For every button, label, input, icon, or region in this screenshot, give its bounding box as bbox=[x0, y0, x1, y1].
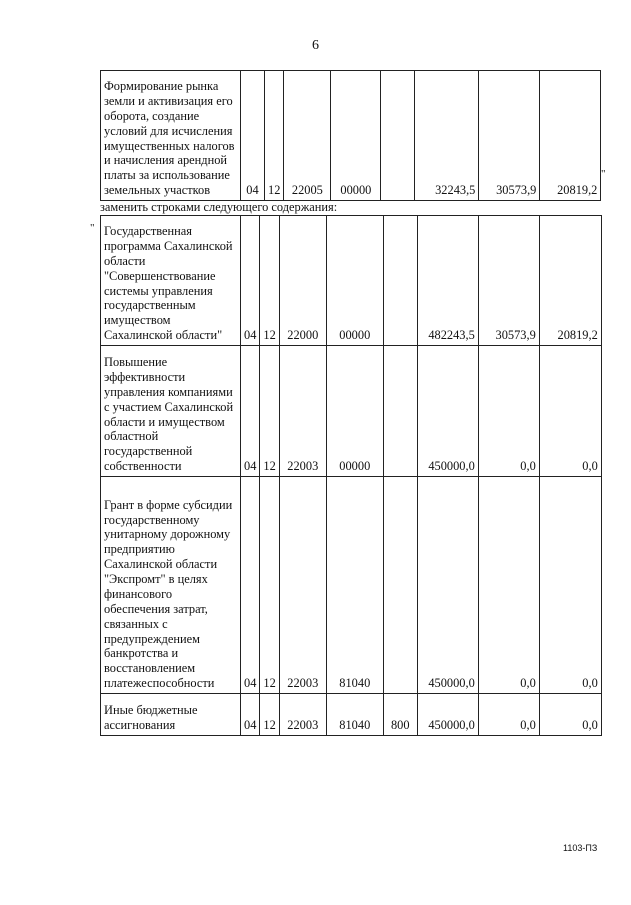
vr-cell bbox=[383, 346, 417, 477]
table-row bbox=[101, 477, 602, 694]
table-row bbox=[101, 346, 602, 477]
rz-cell: 04 bbox=[241, 346, 260, 477]
vr-cell bbox=[383, 216, 417, 346]
csr-direction-cell: 00000 bbox=[326, 216, 383, 346]
rz-cell: 04 bbox=[241, 477, 260, 694]
amount-year2: 30573,9 bbox=[478, 216, 539, 346]
row-name: Государственная программа Сахалинской области "Совершенствование системы управления государственным имуществом Сахалинской области" bbox=[101, 216, 241, 346]
vr-cell bbox=[383, 477, 417, 694]
row-name: Повышение эффективности управления компаниями с участием Сахалинской области и имуществом областной государственной собственности bbox=[101, 346, 241, 477]
amount-year1: 450000,0 bbox=[417, 694, 478, 736]
document-code: 1103-ПЗ bbox=[563, 843, 598, 853]
csr-program-cell: 22003 bbox=[279, 694, 326, 736]
rz-cell: 04 bbox=[241, 694, 260, 736]
vr-cell: 800 bbox=[383, 694, 417, 736]
rz-cell: 04 bbox=[241, 71, 265, 201]
opening-quote: " bbox=[90, 222, 95, 234]
table-row bbox=[101, 71, 601, 201]
amount-year2: 30573,9 bbox=[479, 71, 540, 201]
pr-cell: 12 bbox=[260, 477, 279, 694]
amount-year3: 0,0 bbox=[539, 477, 601, 694]
pr-cell: 12 bbox=[265, 71, 284, 201]
amount-year3: 20819,2 bbox=[540, 71, 601, 201]
row-name: Иные бюджетные ассигнования bbox=[101, 694, 241, 736]
replacement-rows-table bbox=[100, 215, 602, 736]
amount-year1: 450000,0 bbox=[417, 346, 478, 477]
original-rows-table bbox=[100, 70, 601, 201]
csr-direction-cell: 81040 bbox=[326, 477, 383, 694]
amount-year3: 0,0 bbox=[539, 694, 601, 736]
amount-year3: 20819,2 bbox=[539, 216, 601, 346]
page-number: 6 bbox=[312, 38, 319, 53]
row-name: Грант в форме субсидии государственному унитарному дорожному предприятию Сахалинской области "Экспромт" в целях финансового обеспечения затрат, связанных с предупреждением банкротства и восстановлением платежеспособности bbox=[101, 477, 241, 694]
vr-cell bbox=[381, 71, 415, 201]
pr-cell: 12 bbox=[260, 694, 279, 736]
amount-year2: 0,0 bbox=[478, 477, 539, 694]
csr-program-cell: 22003 bbox=[279, 346, 326, 477]
amount-year3: 0,0 bbox=[539, 346, 601, 477]
rz-cell: 04 bbox=[241, 216, 260, 346]
row-name: Формирование рынка земли и активизация его оборота, создание условий для исчисления имущественных налогов и начисления арендной платы за использование земельных участков bbox=[101, 71, 241, 201]
csr-program-cell: 22005 bbox=[284, 71, 331, 201]
csr-direction-cell: 00000 bbox=[326, 346, 383, 477]
pr-cell: 12 bbox=[260, 346, 279, 477]
table-row bbox=[101, 216, 602, 346]
csr-direction-cell: 00000 bbox=[331, 71, 381, 201]
csr-program-cell: 22000 bbox=[279, 216, 326, 346]
closing-quote: " bbox=[601, 168, 606, 180]
amount-year2: 0,0 bbox=[478, 346, 539, 477]
replace-instruction: заменить строками следующего содержания: bbox=[100, 200, 338, 214]
csr-program-cell: 22003 bbox=[279, 477, 326, 694]
amount-year2: 0,0 bbox=[478, 694, 539, 736]
amount-year1: 32243,5 bbox=[415, 71, 479, 201]
csr-direction-cell: 81040 bbox=[326, 694, 383, 736]
amount-year1: 450000,0 bbox=[417, 477, 478, 694]
amount-year1: 482243,5 bbox=[417, 216, 478, 346]
pr-cell: 12 bbox=[260, 216, 279, 346]
table-row bbox=[101, 694, 602, 736]
